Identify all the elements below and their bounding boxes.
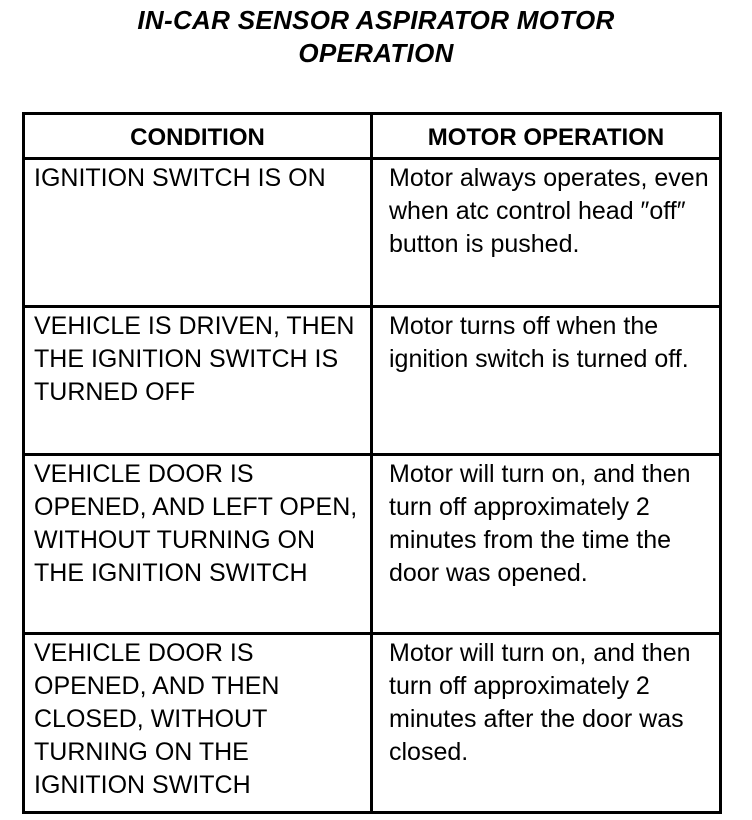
table-row bbox=[24, 634, 721, 813]
motor-operation-header: MOTOR OPERATION bbox=[372, 114, 721, 159]
condition-header: CONDITION bbox=[24, 114, 372, 159]
operation-text: Motor turns off when the ignition switch is turned off. bbox=[389, 312, 689, 373]
operation-cell bbox=[372, 634, 721, 813]
page-title bbox=[0, 4, 752, 70]
title-line-2: OPERATION bbox=[298, 38, 454, 68]
table-row bbox=[24, 159, 721, 307]
operation-text: Motor will turn on, and then turn off approximately 2 minutes from the time the door was opened. bbox=[389, 460, 691, 587]
operation-text: Motor always operates, even when atc control head ″off″ button is pushed. bbox=[389, 164, 709, 258]
condition-cell bbox=[24, 455, 372, 634]
condition-text: VEHICLE DOOR IS OPENED, AND LEFT OPEN, WITHOUT TURNING ON THE IGNITION SWITCH bbox=[34, 460, 358, 587]
condition-text: VEHICLE DOOR IS OPENED, AND THEN CLOSED, WITHOUT TURNING ON THE IGNITION SWITCH bbox=[34, 639, 280, 799]
condition-text: VEHICLE IS DRIVEN, THEN THE IGNITION SWITCH IS TURNED OFF bbox=[34, 312, 355, 406]
operation-cell bbox=[372, 455, 721, 634]
motor-operation-table bbox=[22, 112, 722, 814]
condition-cell bbox=[24, 307, 372, 455]
condition-cell bbox=[24, 159, 372, 307]
table-row bbox=[24, 455, 721, 634]
title-line-1: IN-CAR SENSOR ASPIRATOR MOTOR bbox=[137, 5, 615, 35]
condition-text: IGNITION SWITCH IS ON bbox=[34, 164, 326, 192]
table-row bbox=[24, 307, 721, 455]
condition-cell bbox=[24, 634, 372, 813]
operation-cell bbox=[372, 159, 721, 307]
operation-text: Motor will turn on, and then turn off approximately 2 minutes after the door was closed. bbox=[389, 639, 691, 766]
header-row bbox=[24, 114, 721, 159]
operation-cell bbox=[372, 307, 721, 455]
